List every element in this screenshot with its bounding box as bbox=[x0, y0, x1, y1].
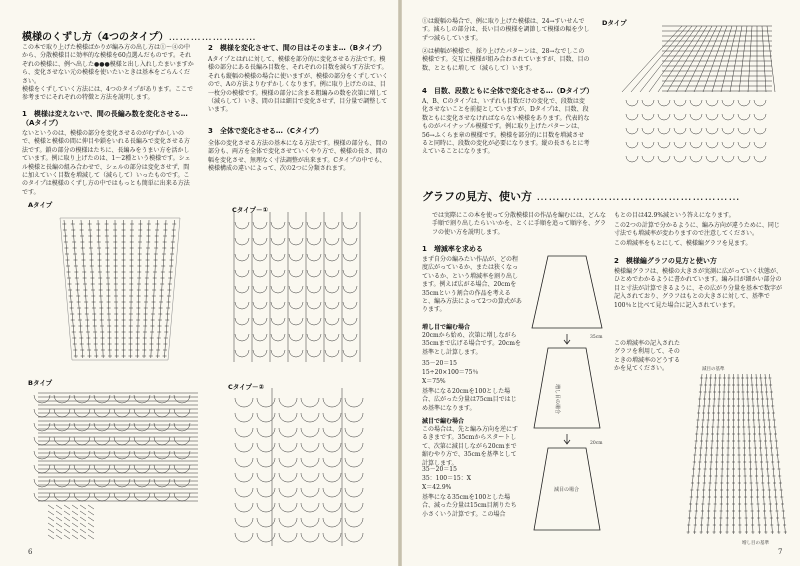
section1-body: ないというのは、模様の部分を変化させるのがむずかしいので、模様と模様の間に伸目や鎖をいれる長編みで変化させる方法です。鎖の部分の模様はたちに、長編みをうまい方を活かしています。例に取り上げたのは、1〜2種という模様です。シェル模様と長編の組み合わせで、シェルの部分は変化させず、間に加えていく目数を増減して（減らして）いったものです。このタイプは模様のくずし方の中ではもっとも簡単に出来る方法です。 bbox=[22, 130, 191, 196]
section3-heading: 3 全体で変化させる…（Cタイプ） bbox=[208, 127, 323, 135]
col3-text-1: もとの目は42.9%減という答えになります。 bbox=[614, 212, 735, 219]
formula2-line1: 35－20＝15 bbox=[422, 466, 457, 473]
increase-body-2: 基準になる20cmを100とした場合、広がった分量は75cm目ではじめ基準になります。 bbox=[422, 388, 517, 412]
sub2-heading: 2 模様編グラフの見方と使い方 bbox=[614, 257, 717, 265]
section4-heading: 4 目数、段数ともに全体で変化させる…（Dタイプ） bbox=[422, 87, 594, 95]
a-type-crochet-chart bbox=[40, 210, 200, 370]
col3-text-2: この2つの計算で分かるように、編み方向が違うために、同じ寸法でも増減率が変わりますので注意してください。 bbox=[614, 222, 780, 238]
section3-body: 全体の変化させる方法の基本になる方法です。模様の部分も、間の部分も、両方を全体で変化させていくやり方で、模様の長さ、間の幅を変化させ、無理なく寸法調整が出来ます。Cタイプの中でも、模様構成の違いによって、次の2つに分類されます。 bbox=[208, 140, 388, 173]
increase-body: 20cmから始め、次第に増しながら35cmまで広げる場合です。20cmを基準とし計算します。 bbox=[422, 332, 521, 356]
decrease-body-2: 基準になる35cmを100とした場合、減った分量は15cm目割りたち小さくいう計算です。この場合 bbox=[422, 494, 517, 518]
col3-text-3: この増減率をもとにして、模様編グラフを見ます。 bbox=[614, 240, 752, 247]
section2-body: Aタイプとはれに対して、模様を部分的に変化させる方法です。模様の部分にある長編み目数を、それぞれの目数を減らす方法です。それも縦幅の模様の場合に使いますが、模様の部分をくずしていくので、Aの方法よりむずかしくなります。例に取り上げたのは、目一枚分の模様です。模様の部分に含まる粗編みの数を次第に増して（減らして）いき、間の目は細目で変化させず、目分量で調整しています。 bbox=[208, 56, 389, 114]
shape-label-top: 35cm bbox=[590, 335, 603, 340]
decrease-body: この場合は、先と編み方向を逆にするきまです。35cmからスタートして、次第に減目しながら20cmまで縮むやり方で、35cmを基準として計算します。 bbox=[422, 426, 519, 467]
formula2-line2: 35：100＝15：X bbox=[422, 475, 471, 482]
graph-title-text: グラフの見方、使い方 bbox=[422, 190, 532, 203]
graph-section-title: グラフの見方、使い方 …………………………………………… bbox=[422, 190, 741, 203]
page-number-right: 7 bbox=[778, 548, 783, 556]
sub2-body-2: この増減率の記入されたグラフを利用して、そのときの増減率のどうするかを見てください。 bbox=[614, 340, 681, 373]
sub1-heading: 1 増減率を求める bbox=[422, 245, 483, 253]
shape-label-bottom: 20cm bbox=[590, 441, 603, 446]
c1-type-crochet-chart bbox=[232, 212, 372, 367]
right-page bbox=[402, 0, 800, 566]
left-page-title: 模様のくずし方（4つのタイプ）…………………… bbox=[22, 32, 257, 43]
label-a-type: Aタイプ bbox=[28, 201, 53, 209]
graph-crochet-chart bbox=[682, 362, 792, 547]
reference-trapezoid bbox=[532, 256, 602, 328]
d-type-pineapple-chart bbox=[602, 22, 792, 182]
left-page bbox=[0, 0, 398, 566]
label-d-type: Dタイプ bbox=[602, 19, 627, 27]
section2-heading: 2 模様を変化させて、間の目はそのまま…（Bタイプ） bbox=[208, 44, 386, 52]
c-type-note-1: ①は縦幅の場合で、例に取り上げた模様は、24→すいせんです。減らしの部分は、長い目の模様を調節して模様の幅を少しずつ減らしています。 bbox=[422, 18, 590, 42]
sub2-body: 模様編グラフは、模様の大きさが実測に広がっていく状態が、ひとめでわかるように書かれています。編み目が細かい部分の目と寸法が計算できるように、その広がり分量を基本で数字が記入されており、グラフはもとの大きさに対して、基準で100％と比べて見た場合に記入されています。 bbox=[614, 268, 783, 309]
increase-heading: 増し目で編む場合 bbox=[422, 324, 471, 331]
shape-label-increase: 増し目の場合 bbox=[554, 384, 560, 415]
label-c2-type: Cタイプ－② bbox=[228, 383, 264, 391]
c2-type-crochet-chart bbox=[232, 388, 382, 548]
increase-trapezoid bbox=[534, 348, 600, 428]
left-title-text: 模様のくずし方（4つのタイプ） bbox=[22, 32, 169, 43]
c-type-note-2: ②は横幅が模様で、採り上げたパターンは、28→なでしこの模様です。交互に模様が組み合わされていますが、目数、目の数、とともに増して（減らして）います。 bbox=[422, 48, 590, 72]
increase-decrease-shapes bbox=[526, 248, 608, 548]
sub1-body: まず自分の編みたい作品が、どの程度広がっているか、または狭くなっているか、という増減率を割り出します。例えば広がる場合、20cmを35cmという割合の作品を考えると、編み方法によって2つの算式があります。 bbox=[422, 256, 522, 314]
graph-intro: では実際にこの本を使って分散模様目の作品を編むには、どんな手順で割り出したらいいかを、とくに手順を追って順序を、グラフの使い方を説明します。 bbox=[432, 212, 607, 236]
formula1-result: X＝75% bbox=[422, 378, 446, 385]
graph-label-bottom: 増し目の基準 bbox=[742, 541, 769, 546]
label-b-type: Bタイプ bbox=[28, 379, 53, 387]
graph-label-top: 減目の基準 bbox=[702, 367, 725, 372]
decrease-heading: 減目で編む場合 bbox=[422, 418, 465, 425]
section1-heading: 1 模様は変えないで、間の長編み数を変化させる…（Aタイプ） bbox=[22, 110, 188, 127]
shape-label-decrease: 減目の場合 bbox=[554, 487, 580, 493]
section4-body: A、B、Cのタイプは、いずれも目数だけの変化で、段数は変化させないことを前提としていますが、Dタイプは、目数、段数ともに変化させなければならない模様をあります。代表的なものがパイナップル模様です。例に取り上げたパターンは、56→ふくらま章の模様です。模様を部分的に目数を増減させると同時に、段数の変化が必要になります。縦の長さもとに考えていることになります。 bbox=[422, 98, 590, 156]
intro-paragraph-2: 模様をくずしていく方法には、4つのタイプがあります。ここで参考までにそれぞれの特徴と方法を説明します。 bbox=[22, 86, 194, 102]
b-type-crochet-chart bbox=[28, 385, 208, 545]
label-c1-type: Cタイプ－① bbox=[232, 206, 268, 214]
page-number-left: 6 bbox=[28, 548, 33, 556]
formula1-line1: 35－20＝15 bbox=[422, 360, 457, 367]
formula1-line2: 15÷20×100＝75％ bbox=[422, 369, 479, 376]
intro-paragraph: この本で取り上げた模様ばかりが編み方の出し方は①〜④の中から、分散模様目に効率的な模様を60点選んだものです。それぞれの模様に、例へ出した●●●模様と出し入れしたまいますから、変化させない元の模様を使いたいときは基本をごらんください。 bbox=[22, 44, 194, 85]
formula2-result: X＝42.9% bbox=[422, 484, 452, 491]
